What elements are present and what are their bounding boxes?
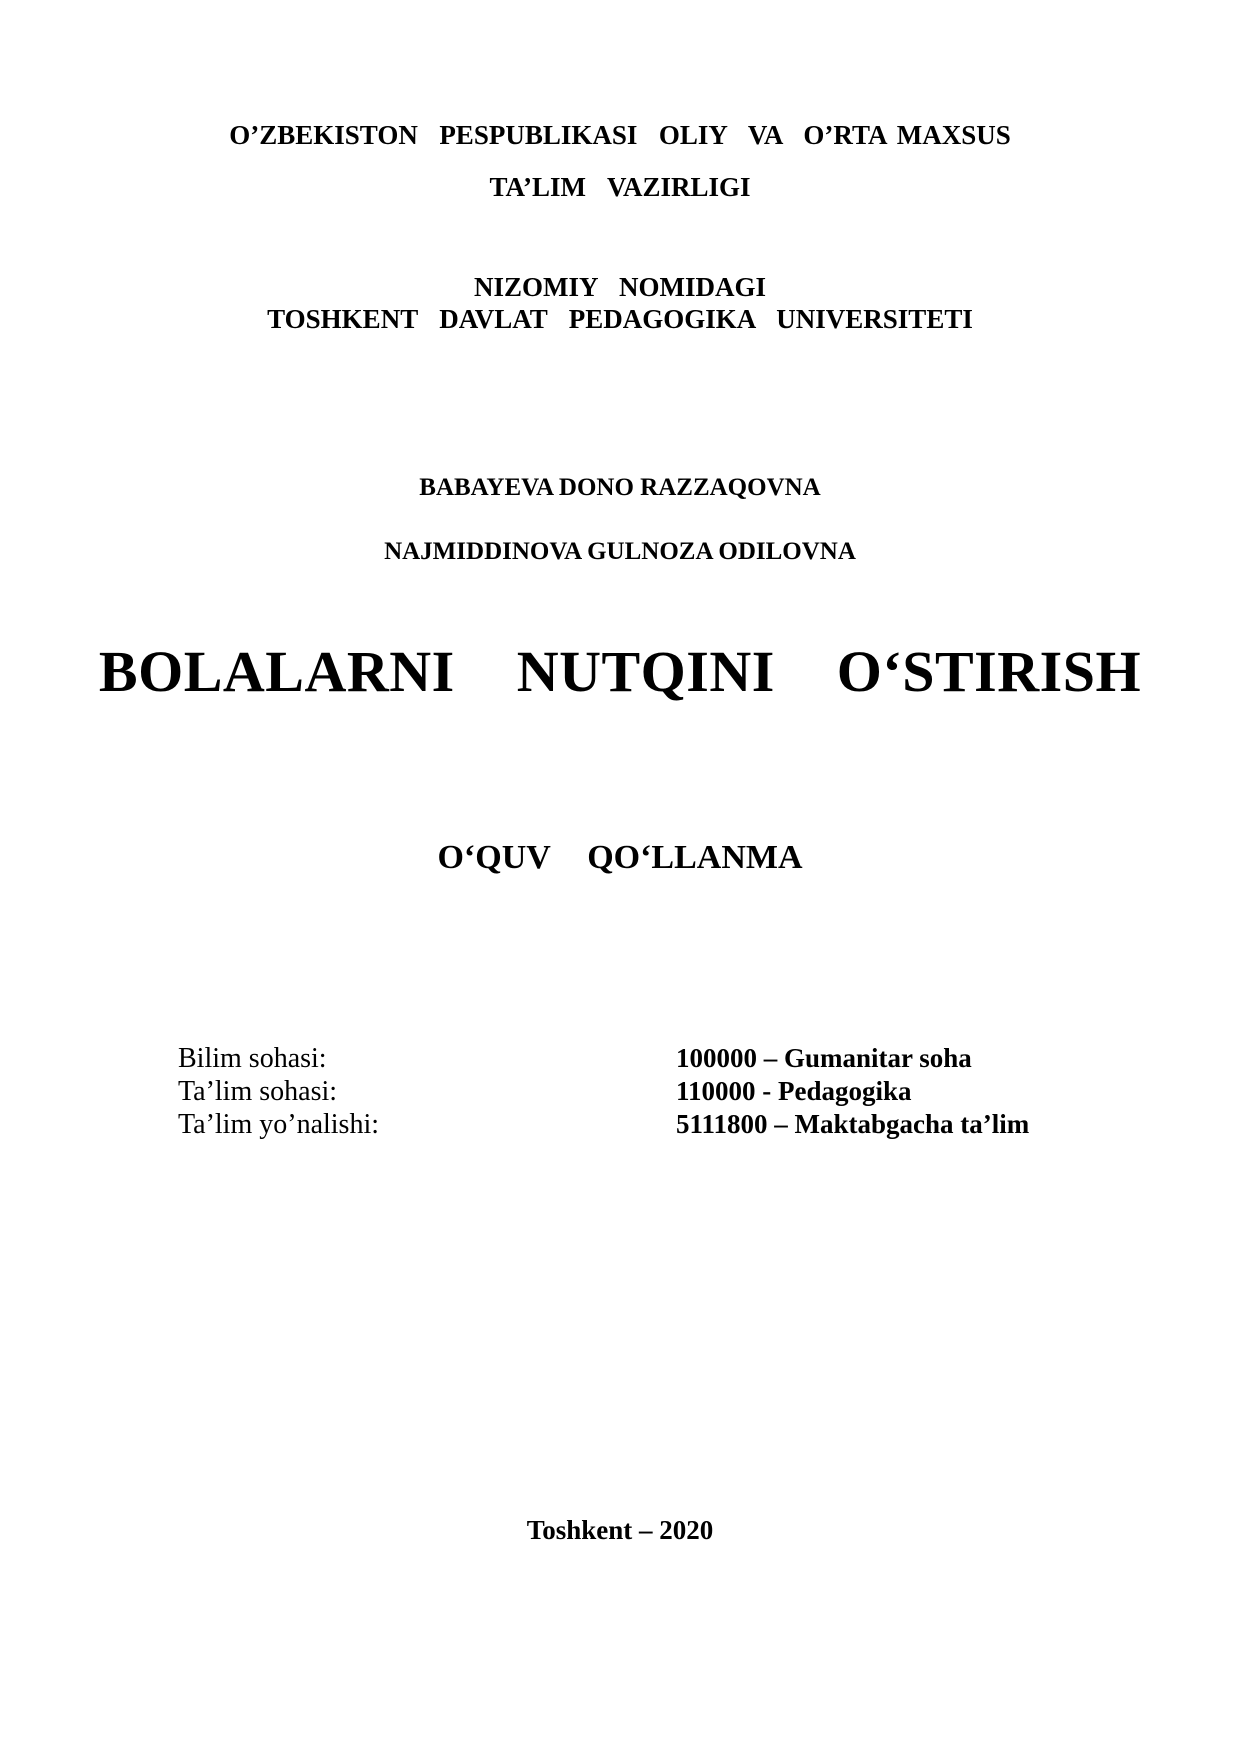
author-1: BABAYEVA DONO RAZZAQOVNA [419, 474, 821, 501]
book-type: O‘QUV QO‘LLANMA [437, 839, 803, 876]
education-area-label: Ta’lim sohasi: [178, 1076, 338, 1107]
knowledge-area-label: Bilim sohasi: [178, 1043, 327, 1074]
ministry-line-1: O’ZBEKISTON PESPUBLIKASI OLIY VA O’RTA MAXSUS [229, 120, 1011, 150]
knowledge-area-value: 100000 – Gumanitar soha [676, 1043, 972, 1073]
ministry-line-2: TA’LIM VAZIRLIGI [489, 172, 751, 202]
classification-row [178, 1111, 1078, 1144]
classification-block [178, 1045, 1078, 1144]
education-direction-value: 5111800 – Maktabgacha ta’lim [676, 1109, 1030, 1139]
university-line-1: NIZOMIY NOMIDAGI [473, 272, 766, 302]
university-line-2: TOSHKENT DAVLAT PEDAGOGIKA UNIVERSITETI [267, 304, 973, 334]
book-title: BOLALARNI NUTQINI O‘STIRISH [98, 639, 1142, 704]
classification-row [178, 1045, 1078, 1078]
education-direction-label: Ta’lim yo’nalishi: [178, 1109, 380, 1140]
city-year: Toshkent – 2020 [526, 1515, 714, 1545]
education-area-value: 110000 - Pedagogika [676, 1076, 912, 1106]
classification-row [178, 1078, 1078, 1111]
author-2: NAJMIDDINOVA GULNOZA ODILOVNA [384, 538, 856, 565]
